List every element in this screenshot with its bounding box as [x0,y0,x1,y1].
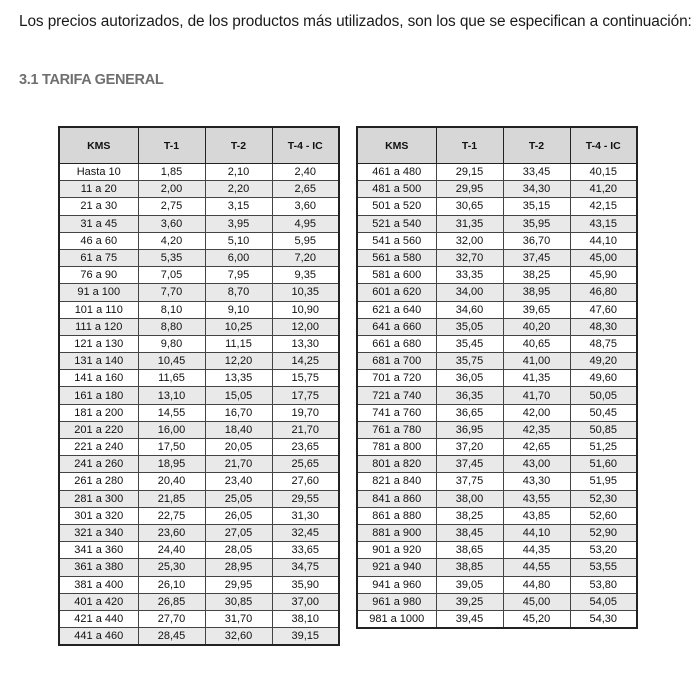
table-row [357,490,637,507]
t4-ic-cell: 52,30 [570,490,637,507]
t2-cell: 28,05 [205,542,272,559]
t2-cell: 12,20 [205,353,272,370]
kms-cell: 781 a 800 [357,439,436,456]
t2-cell: 42,00 [503,404,570,421]
t2-cell: 42,65 [503,439,570,456]
t2-cell: 37,45 [503,249,570,266]
t4-ic-cell: 45,00 [570,249,637,266]
t1-cell: 5,35 [138,249,205,266]
t2-cell: 44,80 [503,576,570,593]
kms-cell: 661 a 680 [357,335,436,352]
t2-cell: 43,55 [503,490,570,507]
t2-cell: 8,70 [205,284,272,301]
kms-cell: 561 a 580 [357,249,436,266]
t1-cell: 28,45 [138,628,205,646]
t4-ic-cell: 25,65 [272,456,339,473]
t4-ic-cell: 38,10 [272,610,339,627]
table-row [59,267,339,284]
t2-cell: 35,95 [503,215,570,232]
kms-cell: 841 a 860 [357,490,436,507]
column-header-t1: T-1 [138,127,205,164]
kms-cell: 481 a 500 [357,181,436,198]
table-header-row [59,127,339,164]
t1-cell: 36,95 [436,421,503,438]
kms-cell: 601 a 620 [357,284,436,301]
t2-cell: 44,35 [503,542,570,559]
t4-ic-cell: 47,60 [570,301,637,318]
kms-cell: 901 a 920 [357,542,436,559]
table-row [59,628,339,646]
t4-ic-cell: 2,65 [272,181,339,198]
t1-cell: 2,75 [138,198,205,215]
t1-cell: 9,80 [138,335,205,352]
t4-ic-cell: 52,90 [570,524,637,541]
t4-ic-cell: 53,20 [570,542,637,559]
t1-cell: 10,45 [138,353,205,370]
t1-cell: 38,85 [436,559,503,576]
t4-ic-cell: 10,90 [272,301,339,318]
table-row [357,593,637,610]
t2-cell: 43,30 [503,473,570,490]
t4-ic-cell: 4,95 [272,215,339,232]
t4-ic-cell: 10,35 [272,284,339,301]
t4-ic-cell: 49,20 [570,353,637,370]
t1-cell: 27,70 [138,610,205,627]
column-header-t1: T-1 [436,127,503,164]
t1-cell: 25,30 [138,559,205,576]
table-row [59,610,339,627]
table-row [59,456,339,473]
table-row [357,456,637,473]
kms-cell: 521 a 540 [357,215,436,232]
kms-cell: 861 a 880 [357,507,436,524]
kms-cell: 421 a 440 [59,610,138,627]
kms-cell: 821 a 840 [357,473,436,490]
table-row [59,370,339,387]
t4-ic-cell: 52,60 [570,507,637,524]
t2-cell: 23,40 [205,473,272,490]
t4-ic-cell: 14,25 [272,353,339,370]
t4-ic-cell: 23,65 [272,439,339,456]
table-row [357,524,637,541]
table-row [357,353,637,370]
tariff-table-right [356,126,638,629]
t4-ic-cell: 37,00 [272,593,339,610]
kms-cell: 961 a 980 [357,593,436,610]
t1-cell: 38,65 [436,542,503,559]
table-row [357,404,637,421]
t4-ic-cell: 54,30 [570,610,637,628]
t2-cell: 43,85 [503,507,570,524]
table-row [357,284,637,301]
t2-cell: 36,70 [503,232,570,249]
t4-ic-cell: 29,55 [272,490,339,507]
table-row [59,387,339,404]
t4-ic-cell: 51,60 [570,456,637,473]
t4-ic-cell: 3,60 [272,198,339,215]
t1-cell: 11,65 [138,370,205,387]
kms-cell: 46 a 60 [59,232,138,249]
t1-cell: 37,20 [436,439,503,456]
t1-cell: 36,35 [436,387,503,404]
kms-cell: 31 a 45 [59,215,138,232]
table-row [357,232,637,249]
table-row [59,215,339,232]
t2-cell: 18,40 [205,421,272,438]
kms-cell: 341 a 360 [59,542,138,559]
t4-ic-cell: 7,20 [272,249,339,266]
t2-cell: 16,70 [205,404,272,421]
kms-cell: 741 a 760 [357,404,436,421]
t4-ic-cell: 54,05 [570,593,637,610]
table-row [357,335,637,352]
kms-cell: 761 a 780 [357,421,436,438]
t1-cell: 29,95 [436,181,503,198]
table-row [59,164,339,181]
table-row [59,559,339,576]
t4-ic-cell: 15,75 [272,370,339,387]
t1-cell: 26,10 [138,576,205,593]
t4-ic-cell: 5,95 [272,232,339,249]
t2-cell: 21,70 [205,456,272,473]
t2-cell: 44,55 [503,559,570,576]
t2-cell: 10,25 [205,318,272,335]
t2-cell: 6,00 [205,249,272,266]
t2-cell: 2,10 [205,164,272,181]
t1-cell: 32,70 [436,249,503,266]
t4-ic-cell: 46,80 [570,284,637,301]
t1-cell: 17,50 [138,439,205,456]
kms-cell: 401 a 420 [59,593,138,610]
column-header-kms: KMS [357,127,436,164]
table-row [357,370,637,387]
t1-cell: 21,85 [138,490,205,507]
kms-cell: 61 a 75 [59,249,138,266]
t4-ic-cell: 49,60 [570,370,637,387]
kms-cell: 981 a 1000 [357,610,436,628]
table-row [59,232,339,249]
kms-cell: 76 a 90 [59,267,138,284]
table-row [59,335,339,352]
t1-cell: 35,75 [436,353,503,370]
table-row [357,439,637,456]
t4-ic-cell: 31,30 [272,507,339,524]
table-row [357,198,637,215]
t1-cell: 38,00 [436,490,503,507]
kms-cell: 681 a 700 [357,353,436,370]
t1-cell: 7,05 [138,267,205,284]
kms-cell: 801 a 820 [357,456,436,473]
table-row [59,439,339,456]
section-title: 3.1 TARIFA GENERAL [19,72,164,88]
kms-cell: 101 a 110 [59,301,138,318]
t4-ic-cell: 41,20 [570,181,637,198]
t2-cell: 27,05 [205,524,272,541]
t4-ic-cell: 51,95 [570,473,637,490]
t2-cell: 3,15 [205,198,272,215]
t4-ic-cell: 19,70 [272,404,339,421]
kms-cell: 161 a 180 [59,387,138,404]
kms-cell: 21 a 30 [59,198,138,215]
column-header-t2: T-2 [205,127,272,164]
kms-cell: 381 a 400 [59,576,138,593]
t1-cell: 35,45 [436,335,503,352]
table-row [59,542,339,559]
t4-ic-cell: 12,00 [272,318,339,335]
table-row [59,593,339,610]
t4-ic-cell: 39,15 [272,628,339,646]
kms-cell: 301 a 320 [59,507,138,524]
table-row [59,576,339,593]
t4-ic-cell: 50,05 [570,387,637,404]
table-row [357,249,637,266]
t2-cell: 41,70 [503,387,570,404]
t2-cell: 41,35 [503,370,570,387]
t4-ic-cell: 34,75 [272,559,339,576]
kms-cell: 721 a 740 [357,387,436,404]
kms-cell: 91 a 100 [59,284,138,301]
t2-cell: 35,15 [503,198,570,215]
kms-cell: 11 a 20 [59,181,138,198]
t2-cell: 13,35 [205,370,272,387]
kms-cell: 541 a 560 [357,232,436,249]
kms-cell: 321 a 340 [59,524,138,541]
t4-ic-cell: 53,55 [570,559,637,576]
column-header-t2: T-2 [503,127,570,164]
t1-cell: 38,45 [436,524,503,541]
t1-cell: 39,05 [436,576,503,593]
table-row [59,507,339,524]
t1-cell: 36,05 [436,370,503,387]
t1-cell: 13,10 [138,387,205,404]
t1-cell: 22,75 [138,507,205,524]
column-header-kms: KMS [59,127,138,164]
t1-cell: 34,00 [436,284,503,301]
column-header-t4-ic: T-4 - IC [272,127,339,164]
t1-cell: 39,45 [436,610,503,628]
table-row [59,318,339,335]
t2-cell: 40,20 [503,318,570,335]
t1-cell: 8,80 [138,318,205,335]
kms-cell: 941 a 960 [357,576,436,593]
table-row [357,181,637,198]
table-row [357,421,637,438]
table-row [59,198,339,215]
table-header-row [357,127,637,164]
t4-ic-cell: 21,70 [272,421,339,438]
t1-cell: 1,85 [138,164,205,181]
table-row [59,490,339,507]
table-row [357,542,637,559]
kms-cell: 641 a 660 [357,318,436,335]
kms-cell: 441 a 460 [59,628,138,646]
tariff-table-left-body [59,164,339,646]
t2-cell: 42,35 [503,421,570,438]
kms-cell: 131 a 140 [59,353,138,370]
t2-cell: 3,95 [205,215,272,232]
t1-cell: 20,40 [138,473,205,490]
t1-cell: 14,55 [138,404,205,421]
t1-cell: 31,35 [436,215,503,232]
t2-cell: 15,05 [205,387,272,404]
table-row [59,249,339,266]
t1-cell: 16,00 [138,421,205,438]
t1-cell: 39,25 [436,593,503,610]
table-row [59,353,339,370]
kms-cell: Hasta 10 [59,164,138,181]
table-row [357,610,637,628]
kms-cell: 241 a 260 [59,456,138,473]
t4-ic-cell: 33,65 [272,542,339,559]
t2-cell: 11,15 [205,335,272,352]
t2-cell: 38,95 [503,284,570,301]
t2-cell: 20,05 [205,439,272,456]
table-row [357,507,637,524]
kms-cell: 201 a 220 [59,421,138,438]
t4-ic-cell: 44,10 [570,232,637,249]
table-row [357,301,637,318]
t4-ic-cell: 17,75 [272,387,339,404]
t4-ic-cell: 43,15 [570,215,637,232]
t2-cell: 9,10 [205,301,272,318]
t2-cell: 25,05 [205,490,272,507]
t2-cell: 40,65 [503,335,570,352]
kms-cell: 261 a 280 [59,473,138,490]
table-row [357,576,637,593]
table-row [357,473,637,490]
t2-cell: 45,20 [503,610,570,628]
kms-cell: 111 a 120 [59,318,138,335]
kms-cell: 621 a 640 [357,301,436,318]
t4-ic-cell: 51,25 [570,439,637,456]
t2-cell: 26,05 [205,507,272,524]
t2-cell: 41,00 [503,353,570,370]
t4-ic-cell: 13,30 [272,335,339,352]
t4-ic-cell: 40,15 [570,164,637,181]
table-row [59,404,339,421]
t4-ic-cell: 53,80 [570,576,637,593]
kms-cell: 461 a 480 [357,164,436,181]
t4-ic-cell: 50,85 [570,421,637,438]
t1-cell: 4,20 [138,232,205,249]
table-row [357,215,637,232]
t1-cell: 30,65 [436,198,503,215]
tariff-table-right-body [357,164,637,629]
t1-cell: 37,45 [436,456,503,473]
t2-cell: 44,10 [503,524,570,541]
t1-cell: 32,00 [436,232,503,249]
t2-cell: 5,10 [205,232,272,249]
t1-cell: 23,60 [138,524,205,541]
table-row [357,387,637,404]
t4-ic-cell: 35,90 [272,576,339,593]
t4-ic-cell: 32,45 [272,524,339,541]
kms-cell: 701 a 720 [357,370,436,387]
table-row [59,284,339,301]
t2-cell: 32,60 [205,628,272,646]
kms-cell: 921 a 940 [357,559,436,576]
t2-cell: 31,70 [205,610,272,627]
t1-cell: 29,15 [436,164,503,181]
t1-cell: 35,05 [436,318,503,335]
table-row [59,524,339,541]
t4-ic-cell: 45,90 [570,267,637,284]
t1-cell: 38,25 [436,507,503,524]
t1-cell: 24,40 [138,542,205,559]
kms-cell: 281 a 300 [59,490,138,507]
tariff-table-left [58,126,340,646]
table-row [357,559,637,576]
table-row [59,421,339,438]
t2-cell: 29,95 [205,576,272,593]
kms-cell: 181 a 200 [59,404,138,421]
t1-cell: 36,65 [436,404,503,421]
t2-cell: 33,45 [503,164,570,181]
t4-ic-cell: 50,45 [570,404,637,421]
t4-ic-cell: 48,30 [570,318,637,335]
kms-cell: 141 a 160 [59,370,138,387]
t2-cell: 43,00 [503,456,570,473]
t2-cell: 34,30 [503,181,570,198]
t4-ic-cell: 48,75 [570,335,637,352]
t2-cell: 7,95 [205,267,272,284]
table-row [59,301,339,318]
kms-cell: 121 a 130 [59,335,138,352]
kms-cell: 221 a 240 [59,439,138,456]
table-row [59,181,339,198]
t4-ic-cell: 2,40 [272,164,339,181]
t1-cell: 18,95 [138,456,205,473]
t1-cell: 2,00 [138,181,205,198]
t1-cell: 26,85 [138,593,205,610]
intro-paragraph: Los precios autorizados, de los productos más utilizados, son los que se especifican a continuación: [19,13,692,30]
t1-cell: 8,10 [138,301,205,318]
kms-cell: 361 a 380 [59,559,138,576]
t1-cell: 37,75 [436,473,503,490]
kms-cell: 881 a 900 [357,524,436,541]
t1-cell: 34,60 [436,301,503,318]
t2-cell: 30,85 [205,593,272,610]
t2-cell: 2,20 [205,181,272,198]
kms-cell: 581 a 600 [357,267,436,284]
t1-cell: 7,70 [138,284,205,301]
t2-cell: 28,95 [205,559,272,576]
t4-ic-cell: 27,60 [272,473,339,490]
t2-cell: 45,00 [503,593,570,610]
column-header-t4-ic: T-4 - IC [570,127,637,164]
t4-ic-cell: 9,35 [272,267,339,284]
table-row [357,318,637,335]
t4-ic-cell: 42,15 [570,198,637,215]
t2-cell: 38,25 [503,267,570,284]
kms-cell: 501 a 520 [357,198,436,215]
t1-cell: 33,35 [436,267,503,284]
table-row [59,473,339,490]
t2-cell: 39,65 [503,301,570,318]
t1-cell: 3,60 [138,215,205,232]
table-row [357,164,637,181]
table-row [357,267,637,284]
